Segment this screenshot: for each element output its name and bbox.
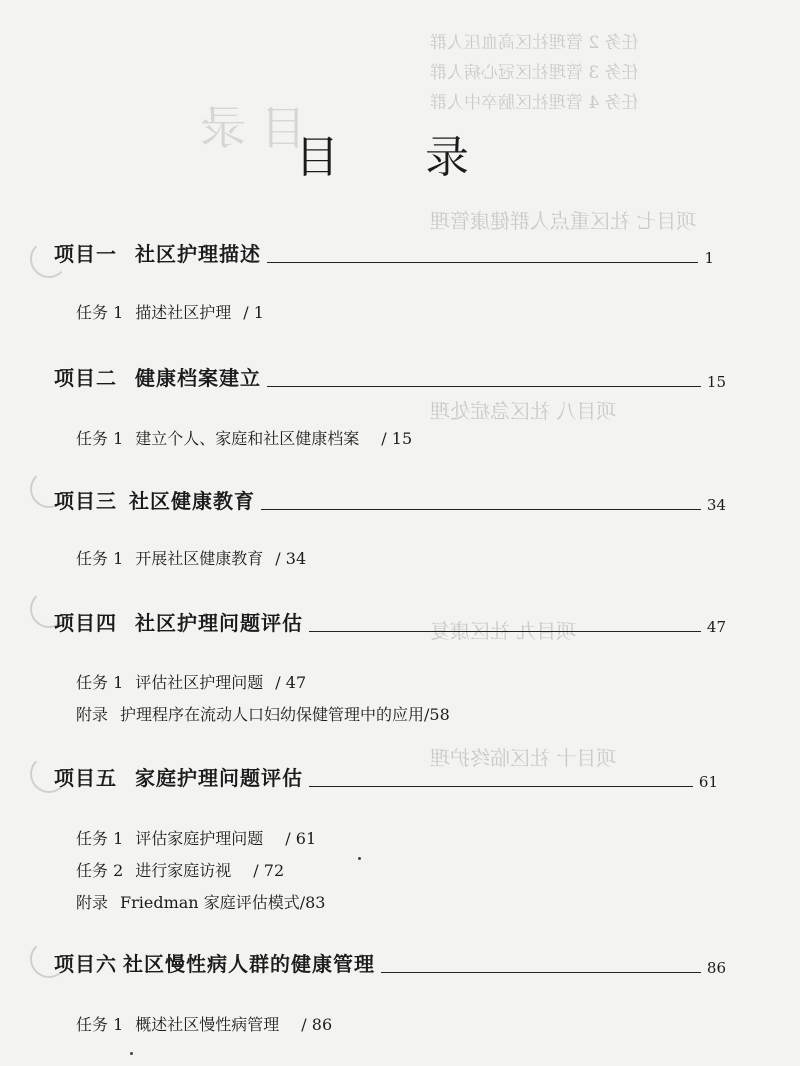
bleed-through-text: 项目七 社区重点人群健康管理 bbox=[430, 209, 697, 233]
chapter-page: 34 bbox=[706, 496, 726, 514]
toc-task[interactable] bbox=[76, 670, 306, 693]
chapter-label: 项目六 bbox=[54, 952, 117, 976]
bleed-through-text: 任务 4 管理社区脑卒中人群 bbox=[430, 93, 639, 113]
task-page: / 86 bbox=[301, 1015, 333, 1034]
task-label: 任务 1 bbox=[76, 549, 124, 568]
leader-line bbox=[261, 509, 701, 510]
task-name: 建立个人、家庭和社区健康档案 bbox=[135, 429, 360, 448]
toc-chapter-4[interactable] bbox=[54, 607, 726, 636]
task-page: / 47 bbox=[275, 673, 307, 692]
task-page: / 61 bbox=[285, 829, 317, 848]
task-label: 任务 1 bbox=[76, 303, 124, 322]
toc-chapter-6[interactable] bbox=[54, 948, 726, 977]
task-name: 开展社区健康教育 bbox=[135, 549, 264, 568]
task-name: 描述社区护理 bbox=[135, 303, 232, 322]
task-name: 护理程序在流动人口妇幼保健管理中的应用/58 bbox=[120, 705, 450, 724]
chapter-name: 健康档案建立 bbox=[135, 366, 261, 390]
leader-line bbox=[309, 786, 693, 787]
toc-task[interactable] bbox=[76, 826, 316, 849]
task-name: 进行家庭访视 bbox=[135, 861, 232, 880]
task-name: 评估家庭护理问题 bbox=[135, 829, 264, 848]
toc-chapter-2[interactable] bbox=[54, 362, 726, 391]
toc-chapter-5[interactable] bbox=[54, 762, 718, 791]
leader-line bbox=[309, 631, 701, 632]
task-label: 任务 1 bbox=[76, 673, 124, 692]
bleed-through-text: 项目九 社区康复 bbox=[430, 619, 577, 643]
task-label: 附录 bbox=[76, 893, 109, 912]
toc-task[interactable] bbox=[76, 546, 306, 569]
leader-line bbox=[381, 972, 701, 973]
task-label: 任务 2 bbox=[76, 861, 124, 880]
leader-line bbox=[267, 386, 701, 387]
toc-task[interactable] bbox=[76, 858, 284, 881]
chapter-name: 社区健康教育 bbox=[129, 489, 255, 513]
task-name: Friedman 家庭评估模式/83 bbox=[120, 893, 326, 912]
page-title: 目 录 bbox=[295, 132, 505, 184]
toc-task[interactable] bbox=[76, 300, 264, 323]
chapter-page: 47 bbox=[706, 618, 726, 636]
chapter-label: 项目四 bbox=[54, 611, 117, 635]
chapter-name: 家庭护理问题评估 bbox=[135, 766, 303, 790]
bleed-through-text: 任务 2 管理社区高血压人群 bbox=[430, 33, 639, 53]
chapter-name: 社区护理描述 bbox=[135, 242, 261, 266]
task-page: / 1 bbox=[243, 303, 264, 322]
bleed-through-text: 项目八 社区急症处理 bbox=[430, 399, 617, 423]
speck bbox=[358, 857, 361, 860]
chapter-label: 项目二 bbox=[54, 366, 117, 390]
task-name: 概述社区慢性病管理 bbox=[135, 1015, 280, 1034]
toc-chapter-3[interactable] bbox=[54, 485, 726, 514]
chapter-page: 1 bbox=[704, 249, 714, 267]
bleed-through-text: 项目十 社区临终护理 bbox=[430, 746, 617, 770]
task-label: 附录 bbox=[76, 705, 109, 724]
chapter-name: 社区慢性病人群的健康管理 bbox=[123, 952, 375, 976]
toc-task[interactable] bbox=[76, 426, 412, 449]
leader-line bbox=[267, 262, 698, 263]
task-page: / 72 bbox=[253, 861, 285, 880]
chapter-label: 项目五 bbox=[54, 766, 117, 790]
toc-chapter-1[interactable] bbox=[54, 238, 714, 267]
chapter-name: 社区护理问题评估 bbox=[135, 611, 303, 635]
chapter-page: 86 bbox=[706, 959, 726, 977]
toc-appendix[interactable] bbox=[76, 890, 325, 913]
task-label: 任务 1 bbox=[76, 829, 124, 848]
toc-task[interactable] bbox=[76, 1012, 332, 1035]
bleed-through-text: 任务 3 管理社区冠心病人群 bbox=[430, 63, 639, 83]
task-label: 任务 1 bbox=[76, 429, 124, 448]
chapter-page: 61 bbox=[698, 773, 718, 791]
toc-appendix[interactable] bbox=[76, 702, 450, 725]
task-page: / 34 bbox=[275, 549, 307, 568]
bleed-through-text: 目 录 bbox=[200, 101, 307, 155]
task-name: 评估社区护理问题 bbox=[135, 673, 264, 692]
chapter-page: 15 bbox=[706, 373, 726, 391]
chapter-label: 项目一 bbox=[54, 242, 117, 266]
task-page: / 15 bbox=[381, 429, 413, 448]
task-label: 任务 1 bbox=[76, 1015, 124, 1034]
speck bbox=[130, 1052, 133, 1055]
chapter-label: 项目三 bbox=[54, 489, 117, 513]
